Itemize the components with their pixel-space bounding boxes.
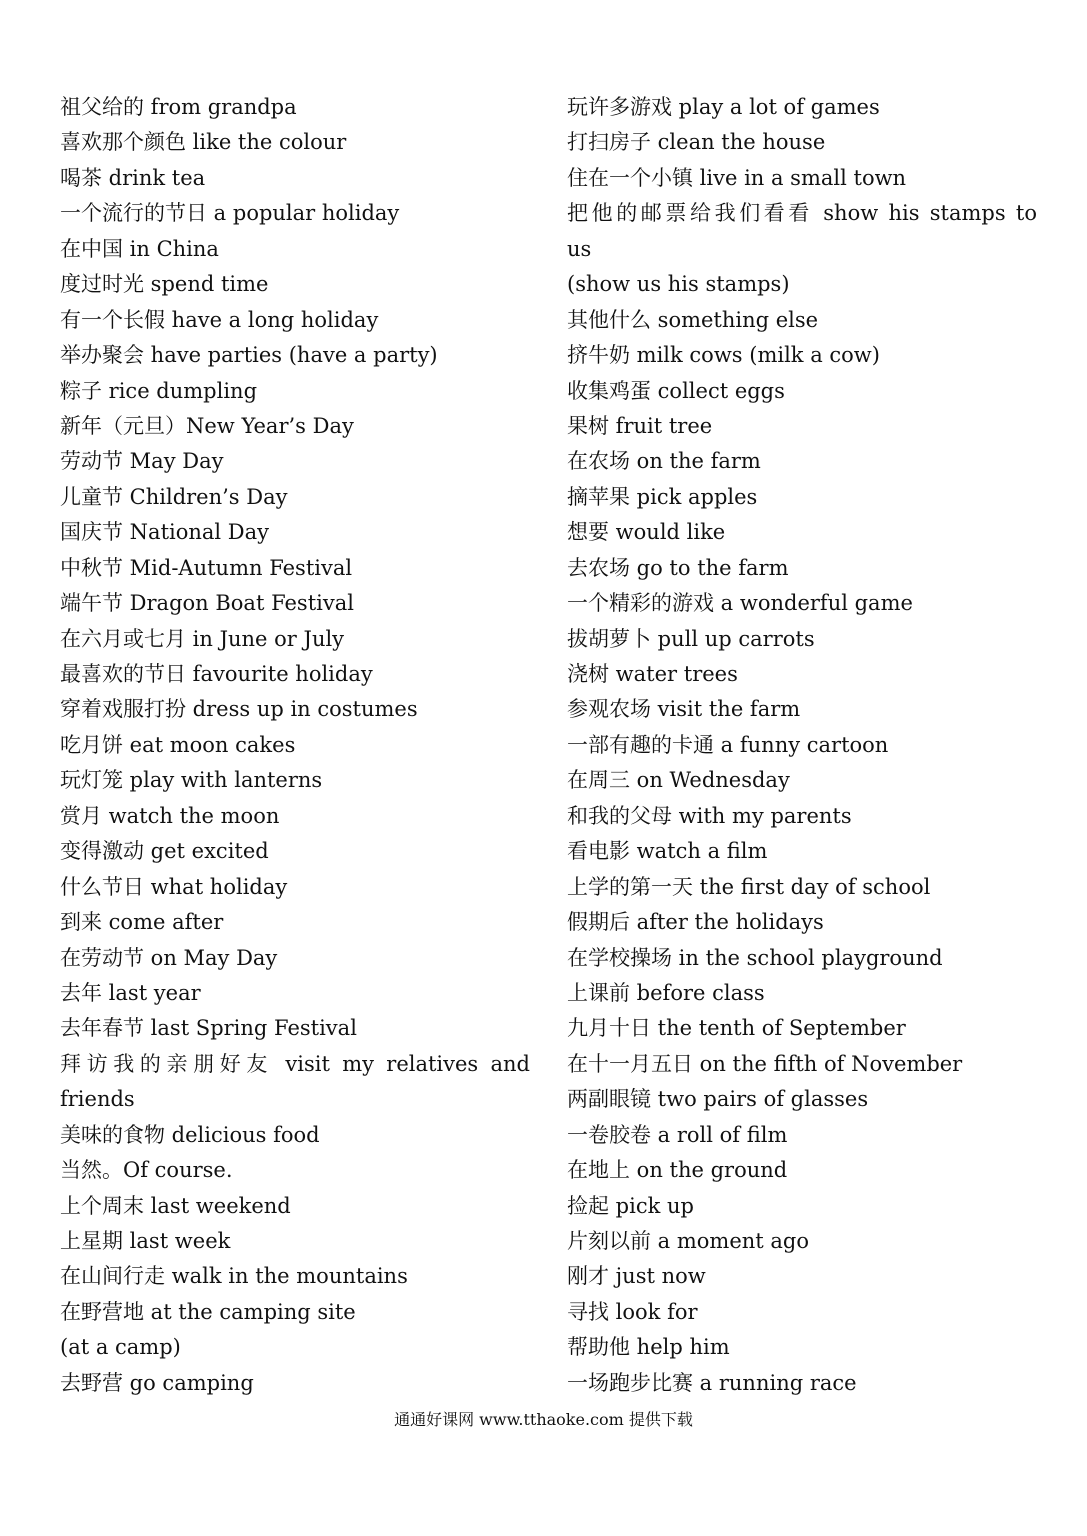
vocabulary-list-left bbox=[60, 90, 530, 1401]
vocab-entry: 在周三 on Wednesday bbox=[567, 768, 790, 793]
vocab-entry: 吃月饼 eat moon cakes bbox=[60, 732, 296, 757]
vocab-entry: 看电影 watch a film bbox=[567, 839, 768, 864]
vocab-entry: 帮助他 help him bbox=[567, 1335, 730, 1360]
vocab-entry: 一场跑步比赛 a running race bbox=[567, 1370, 857, 1395]
vocab-entry: 赏月 watch the moon bbox=[60, 803, 280, 828]
vocab-entry: 在十一月五日 on the fifth of November bbox=[567, 1051, 963, 1076]
vocab-entry: 穿着戏服打扮 dress up in costumes bbox=[60, 697, 418, 722]
vocab-entry: 假期后 after the holidays bbox=[567, 910, 824, 935]
vocab-entry: 九月十日 the tenth of September bbox=[567, 1016, 906, 1041]
vocab-entry: 在地上 on the ground bbox=[567, 1158, 788, 1183]
vocab-entry: 端午节 Dragon Boat Festival bbox=[60, 591, 354, 616]
vocab-entry: 去年春节 last Spring Festival bbox=[60, 1016, 357, 1041]
vocab-entry: 喝茶 drink tea bbox=[60, 165, 206, 190]
vocab-entry: 去年 last year bbox=[60, 980, 201, 1005]
vocab-entry: 上个周末 last weekend bbox=[60, 1193, 291, 1218]
vocab-entry: 祖父给的 from grandpa bbox=[60, 95, 297, 119]
vocab-entry: 玩灯笼 play with lanterns bbox=[60, 768, 323, 793]
vocab-entry: 玩许多游戏 play a lot of games bbox=[567, 95, 880, 119]
vocab-entry: 打扫房子 clean the house bbox=[567, 130, 826, 155]
vocab-entry: 一个流行的节日 a popular holiday bbox=[60, 201, 400, 226]
vocab-entry: 当然。Of course. bbox=[60, 1158, 233, 1183]
vocab-entry: 喜欢那个颜色 like the colour bbox=[60, 130, 347, 155]
vocab-entry: 收集鸡蛋 collect eggs bbox=[567, 378, 785, 403]
vocab-entry: 其他什么 something else bbox=[567, 307, 819, 332]
vocab-entry: 捡起 pick up bbox=[567, 1193, 694, 1218]
vocab-entry: 浇树 water trees bbox=[567, 662, 738, 686]
vocab-entry: 参观农场 visit the farm bbox=[567, 697, 801, 722]
vocab-entry: 儿童节 Children’s Day bbox=[60, 484, 288, 509]
vocab-entry: 片刻以前 a moment ago bbox=[567, 1229, 810, 1253]
vocab-entry: 住在一个小镇 live in a small town bbox=[567, 165, 907, 190]
vocab-entry: 一个精彩的游戏 a wonderful game bbox=[567, 591, 913, 616]
vocab-entry: 上课前 before class bbox=[567, 980, 765, 1005]
vocab-entry: 想要 would like bbox=[567, 520, 726, 545]
vocab-entry: 粽子 rice dumpling bbox=[60, 378, 258, 403]
vocab-entry: 刚才 just now bbox=[567, 1264, 706, 1289]
vocab-entry: 挤牛奶 milk cows (milk a cow) bbox=[567, 343, 880, 368]
vocab-entry-continuation: us bbox=[567, 236, 592, 261]
vocab-entry: 把他的邮票给我们看看 show his stamps to bbox=[567, 201, 1037, 226]
vocab-entry: 有一个长假 have a long holiday bbox=[60, 307, 379, 332]
vocab-entry: 在山间行走 walk in the mountains bbox=[60, 1264, 408, 1289]
vocab-entry: 去野营 go camping bbox=[60, 1370, 254, 1395]
vocab-entry: 劳动节 May Day bbox=[60, 449, 224, 474]
vocab-entry: 美味的食物 delicious food bbox=[60, 1122, 320, 1147]
vocab-entry: 最喜欢的节日 favourite holiday bbox=[60, 662, 373, 686]
vocab-entry: 变得激动 get excited bbox=[60, 839, 269, 864]
vocab-entry: 一部有趣的卡通 a funny cartoon bbox=[567, 732, 889, 757]
vocab-entry: 两副眼镜 two pairs of glasses bbox=[567, 1087, 869, 1112]
vocab-entry: 国庆节 National Day bbox=[60, 520, 270, 545]
page-footer: 通通好课网 www.tthaoke.com 提供下载 bbox=[394, 1410, 693, 1429]
vocab-entry: 寻找 look for bbox=[567, 1299, 698, 1324]
vocab-entry: 到来 come after bbox=[60, 910, 224, 935]
vocab-entry: 上学的第一天 the first day of school bbox=[567, 874, 931, 899]
vocab-entry: 举办聚会 have parties (have a party) bbox=[60, 343, 438, 368]
vocab-entry: 拔胡萝卜 pull up carrots bbox=[567, 626, 815, 651]
vocab-entry: 一卷胶卷 a roll of film bbox=[567, 1122, 788, 1147]
vocab-entry: 在野营地 at the camping site bbox=[60, 1299, 356, 1324]
vocab-entry: 在六月或七月 in June or July bbox=[60, 626, 345, 651]
vocab-entry: 拜访我的亲朋好友 visit my relatives and bbox=[60, 1051, 530, 1076]
vocab-entry: 在劳动节 on May Day bbox=[60, 945, 278, 970]
vocab-entry: 上星期 last week bbox=[60, 1229, 231, 1253]
vocab-entry: 新年（元旦）New Year’s Day bbox=[60, 413, 354, 438]
vocab-entry: 在中国 in China bbox=[60, 236, 219, 261]
vocab-entry: 和我的父母 with my parents bbox=[567, 803, 852, 828]
vocab-entry-continuation: (at a camp) bbox=[60, 1335, 181, 1360]
vocab-entry: 度过时光 spend time bbox=[60, 272, 269, 297]
vocab-entry: 在学校操场 in the school playground bbox=[567, 945, 943, 970]
vocab-entry: 果树 fruit tree bbox=[567, 413, 713, 438]
vocab-entry-continuation: friends bbox=[60, 1087, 135, 1112]
vocab-entry: 在农场 on the farm bbox=[567, 449, 761, 474]
vocab-entry: 中秋节 Mid-Autumn Festival bbox=[60, 555, 353, 580]
vocabulary-list-right bbox=[567, 90, 1037, 1401]
vocab-entry: 摘苹果 pick apples bbox=[567, 484, 758, 509]
vocab-entry: 去农场 go to the farm bbox=[567, 555, 789, 580]
vocab-entry-continuation: (show us his stamps) bbox=[567, 272, 790, 297]
vocab-entry: 什么节日 what holiday bbox=[60, 874, 288, 899]
